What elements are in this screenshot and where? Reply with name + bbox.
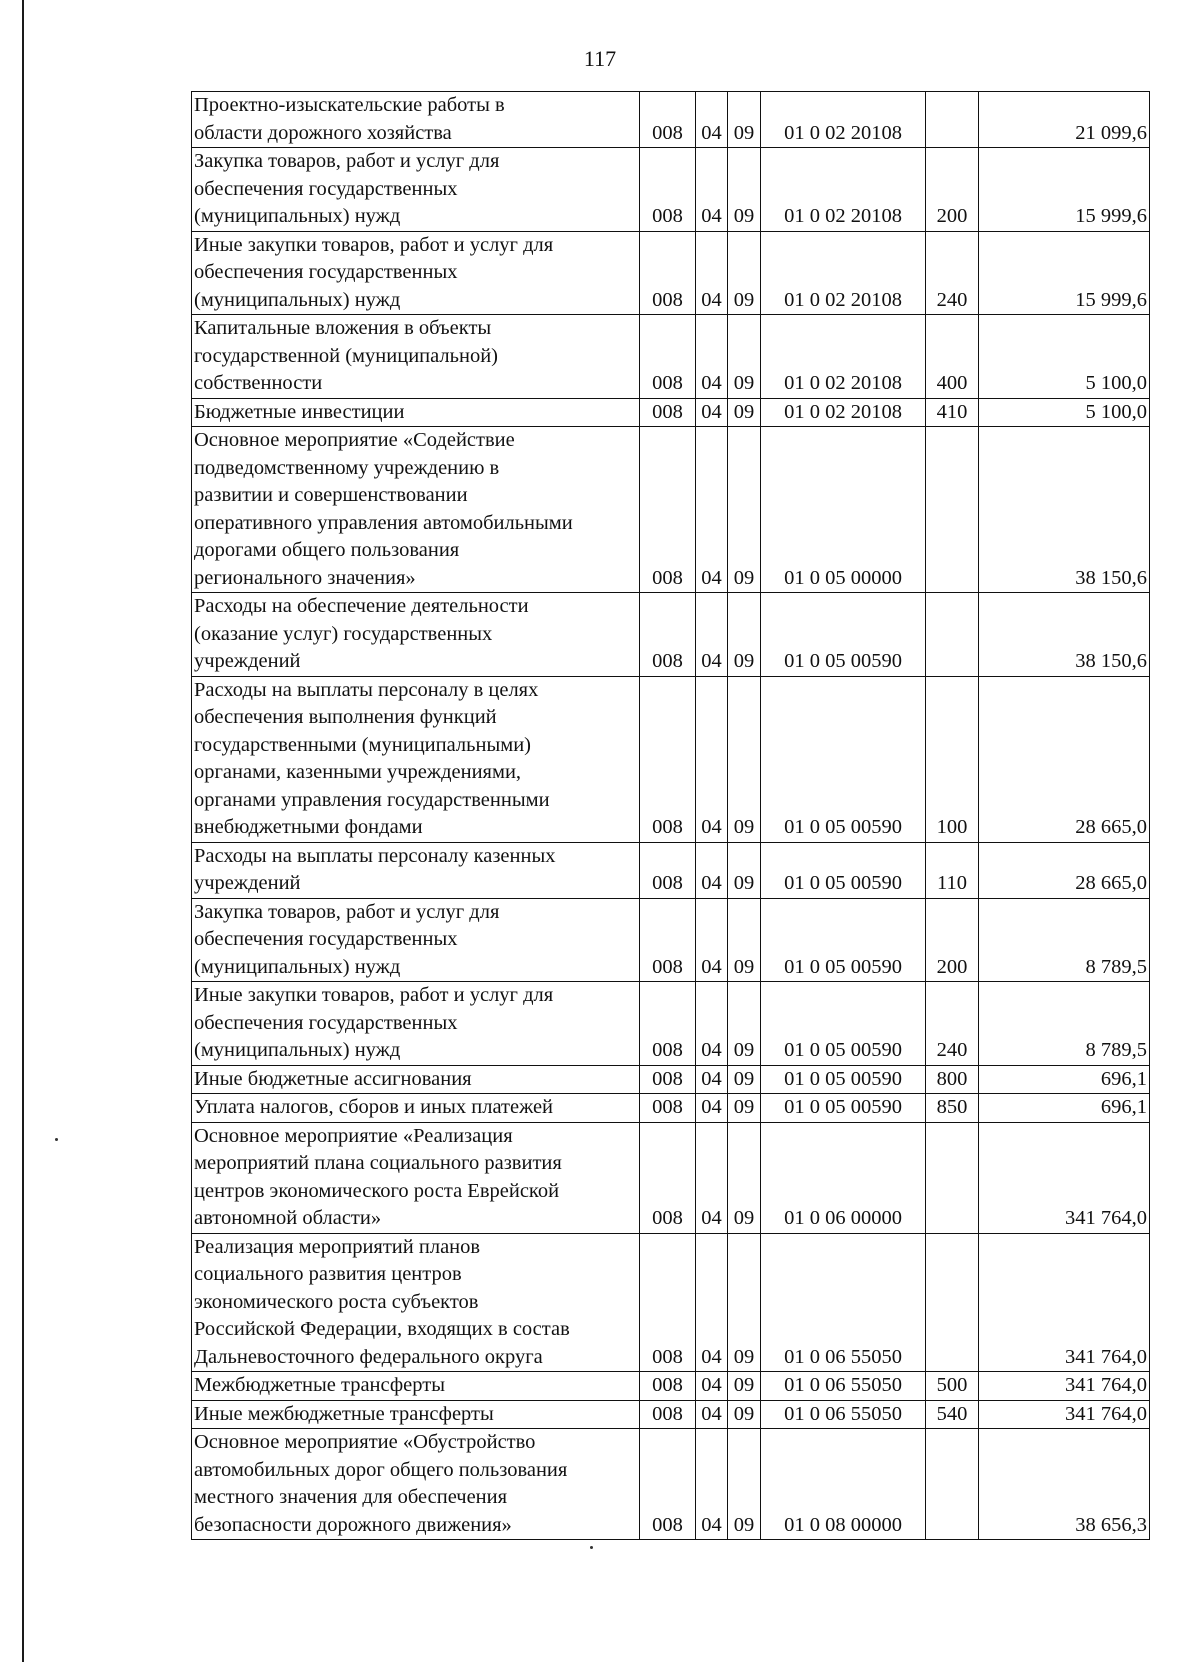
section-code-cell: 04 — [696, 982, 728, 1066]
subsection-code-cell: 09 — [728, 898, 761, 982]
table-row — [192, 1122, 1150, 1233]
amount-cell: 21 099,6 — [979, 92, 1150, 148]
subsection-code-cell: 09 — [728, 842, 761, 898]
expense-type-code-cell: 410 — [926, 398, 979, 427]
target-article-code-cell: 01 0 05 00590 — [761, 593, 926, 677]
section-code-cell: 04 — [696, 898, 728, 982]
target-article-code-cell: 01 0 05 00590 — [761, 1094, 926, 1123]
subsection-code-cell: 09 — [728, 148, 761, 232]
ministry-code-cell: 008 — [640, 1372, 696, 1401]
amount-cell: 5 100,0 — [979, 398, 1150, 427]
table-row — [192, 1233, 1150, 1372]
table-row — [192, 148, 1150, 232]
expense-name-cell: Закупка товаров, работ и услуг для обеспечения государственных (муниципальных) нужд — [192, 148, 640, 232]
amount-cell: 341 764,0 — [979, 1372, 1150, 1401]
target-article-code-cell: 01 0 06 55050 — [761, 1233, 926, 1372]
expense-type-code-cell: 800 — [926, 1065, 979, 1094]
expense-name-cell: Закупка товаров, работ и услуг для обеспечения государственных (муниципальных) нужд — [192, 898, 640, 982]
subsection-code-cell: 09 — [728, 593, 761, 677]
target-article-code-cell: 01 0 05 00590 — [761, 898, 926, 982]
amount-cell: 696,1 — [979, 1094, 1150, 1123]
expense-type-code-cell — [926, 1122, 979, 1233]
amount-cell: 8 789,5 — [979, 982, 1150, 1066]
ministry-code-cell: 008 — [640, 898, 696, 982]
table-row — [192, 315, 1150, 399]
subsection-code-cell: 09 — [728, 1429, 761, 1540]
table-row — [192, 593, 1150, 677]
section-code-cell: 04 — [696, 92, 728, 148]
amount-cell: 38 150,6 — [979, 427, 1150, 593]
target-article-code-cell: 01 0 05 00590 — [761, 676, 926, 842]
section-code-cell: 04 — [696, 1122, 728, 1233]
amount-cell: 38 150,6 — [979, 593, 1150, 677]
expense-type-code-cell — [926, 593, 979, 677]
ministry-code-cell: 008 — [640, 982, 696, 1066]
target-article-code-cell: 01 0 06 55050 — [761, 1372, 926, 1401]
ministry-code-cell: 008 — [640, 398, 696, 427]
table-row — [192, 676, 1150, 842]
ministry-code-cell: 008 — [640, 1400, 696, 1429]
expense-type-code-cell: 100 — [926, 676, 979, 842]
section-code-cell: 04 — [696, 593, 728, 677]
target-article-code-cell: 01 0 06 00000 — [761, 1122, 926, 1233]
section-code-cell: 04 — [696, 1372, 728, 1401]
expense-name-cell: Иные закупки товаров, работ и услуг для обеспечения государственных (муниципальных) нужд — [192, 982, 640, 1066]
expense-name-cell: Капитальные вложения в объекты государственной (муниципальной) собственности — [192, 315, 640, 399]
subsection-code-cell: 09 — [728, 982, 761, 1066]
target-article-code-cell: 01 0 02 20108 — [761, 398, 926, 427]
section-code-cell: 04 — [696, 1233, 728, 1372]
subsection-code-cell: 09 — [728, 231, 761, 315]
expense-name-cell: Иные межбюджетные трансферты — [192, 1400, 640, 1429]
scan-speck — [590, 1546, 593, 1549]
ministry-code-cell: 008 — [640, 1429, 696, 1540]
amount-cell: 38 656,3 — [979, 1429, 1150, 1540]
table-row — [192, 398, 1150, 427]
target-article-code-cell: 01 0 06 55050 — [761, 1400, 926, 1429]
ministry-code-cell: 008 — [640, 593, 696, 677]
expense-name-cell: Иные бюджетные ассигнования — [192, 1065, 640, 1094]
table-row — [192, 427, 1150, 593]
expense-name-cell: Основное мероприятие «Содействие подведомственному учреждению в развитии и совершенствовании оперативного управления автомобильными дорогами общего пользования регионального значения» — [192, 427, 640, 593]
section-code-cell: 04 — [696, 1094, 728, 1123]
expense-type-code-cell: 850 — [926, 1094, 979, 1123]
expense-name-cell: Реализация мероприятий планов социального развития центров экономического роста субъектов Российской Федерации, входящих в состав Дальневосточного федерального округа — [192, 1233, 640, 1372]
amount-cell: 5 100,0 — [979, 315, 1150, 399]
amount-cell: 341 764,0 — [979, 1233, 1150, 1372]
target-article-code-cell: 01 0 05 00590 — [761, 842, 926, 898]
budget-table — [191, 91, 1150, 1540]
table-row — [192, 1094, 1150, 1123]
target-article-code-cell: 01 0 02 20108 — [761, 148, 926, 232]
section-code-cell: 04 — [696, 1065, 728, 1094]
ministry-code-cell: 008 — [640, 315, 696, 399]
expense-name-cell: Межбюджетные трансферты — [192, 1372, 640, 1401]
expense-name-cell: Расходы на выплаты персоналу казенных учреждений — [192, 842, 640, 898]
expense-type-code-cell: 400 — [926, 315, 979, 399]
section-code-cell: 04 — [696, 148, 728, 232]
table-row — [192, 1372, 1150, 1401]
subsection-code-cell: 09 — [728, 1094, 761, 1123]
expense-type-code-cell — [926, 92, 979, 148]
ministry-code-cell: 008 — [640, 1122, 696, 1233]
target-article-code-cell: 01 0 02 20108 — [761, 315, 926, 399]
ministry-code-cell: 008 — [640, 427, 696, 593]
amount-cell: 28 665,0 — [979, 842, 1150, 898]
subsection-code-cell: 09 — [728, 1122, 761, 1233]
ministry-code-cell: 008 — [640, 1094, 696, 1123]
expense-name-cell: Бюджетные инвестиции — [192, 398, 640, 427]
section-code-cell: 04 — [696, 676, 728, 842]
expense-type-code-cell: 240 — [926, 982, 979, 1066]
target-article-code-cell: 01 0 05 00590 — [761, 1065, 926, 1094]
expense-name-cell: Основное мероприятие «Обустройство автомобильных дорог общего пользования местного значения для обеспечения безопасности дорожного движения» — [192, 1429, 640, 1540]
amount-cell: 8 789,5 — [979, 898, 1150, 982]
section-code-cell: 04 — [696, 427, 728, 593]
expense-type-code-cell — [926, 1429, 979, 1540]
expense-name-cell: Иные закупки товаров, работ и услуг для обеспечения государственных (муниципальных) нужд — [192, 231, 640, 315]
subsection-code-cell: 09 — [728, 1400, 761, 1429]
expense-name-cell: Расходы на выплаты персоналу в целях обеспечения выполнения функций государственными (муниципальными) органами, казенными учреждениями, органами управления государственными внебюджетными фондами — [192, 676, 640, 842]
amount-cell: 341 764,0 — [979, 1400, 1150, 1429]
page-number: 117 — [583, 46, 617, 71]
expense-type-code-cell: 200 — [926, 898, 979, 982]
subsection-code-cell: 09 — [728, 427, 761, 593]
table-row — [192, 898, 1150, 982]
ministry-code-cell: 008 — [640, 842, 696, 898]
budget-table-body — [192, 92, 1150, 1540]
target-article-code-cell: 01 0 05 00590 — [761, 982, 926, 1066]
subsection-code-cell: 09 — [728, 398, 761, 427]
expense-name-cell: Основное мероприятие «Реализация мероприятий плана социального развития центров экономического роста Еврейской автономной области» — [192, 1122, 640, 1233]
table-row — [192, 92, 1150, 148]
expense-type-code-cell: 110 — [926, 842, 979, 898]
target-article-code-cell: 01 0 02 20108 — [761, 231, 926, 315]
scan-edge-line — [22, 0, 24, 1662]
table-row — [192, 982, 1150, 1066]
amount-cell: 28 665,0 — [979, 676, 1150, 842]
expense-type-code-cell — [926, 1233, 979, 1372]
subsection-code-cell: 09 — [728, 1233, 761, 1372]
expense-type-code-cell: 540 — [926, 1400, 979, 1429]
amount-cell: 696,1 — [979, 1065, 1150, 1094]
expense-type-code-cell: 200 — [926, 148, 979, 232]
expense-type-code-cell: 240 — [926, 231, 979, 315]
table-row — [192, 1429, 1150, 1540]
subsection-code-cell: 09 — [728, 1372, 761, 1401]
expense-name-cell: Расходы на обеспечение деятельности (оказание услуг) государственных учреждений — [192, 593, 640, 677]
table-row — [192, 1400, 1150, 1429]
expense-name-cell: Уплата налогов, сборов и иных платежей — [192, 1094, 640, 1123]
table-row — [192, 1065, 1150, 1094]
ministry-code-cell: 008 — [640, 92, 696, 148]
subsection-code-cell: 09 — [728, 315, 761, 399]
amount-cell: 341 764,0 — [979, 1122, 1150, 1233]
section-code-cell: 04 — [696, 315, 728, 399]
section-code-cell: 04 — [696, 1400, 728, 1429]
expense-type-code-cell — [926, 427, 979, 593]
subsection-code-cell: 09 — [728, 676, 761, 842]
expense-type-code-cell: 500 — [926, 1372, 979, 1401]
section-code-cell: 04 — [696, 398, 728, 427]
ministry-code-cell: 008 — [640, 676, 696, 842]
subsection-code-cell: 09 — [728, 92, 761, 148]
section-code-cell: 04 — [696, 842, 728, 898]
amount-cell: 15 999,6 — [979, 148, 1150, 232]
ministry-code-cell: 008 — [640, 1233, 696, 1372]
section-code-cell: 04 — [696, 1429, 728, 1540]
table-row — [192, 842, 1150, 898]
table-row — [192, 231, 1150, 315]
ministry-code-cell: 008 — [640, 231, 696, 315]
target-article-code-cell: 01 0 08 00000 — [761, 1429, 926, 1540]
scan-speck — [55, 1138, 58, 1141]
expense-name-cell: Проектно-изыскательские работы в области дорожного хозяйства — [192, 92, 640, 148]
section-code-cell: 04 — [696, 231, 728, 315]
ministry-code-cell: 008 — [640, 148, 696, 232]
target-article-code-cell: 01 0 02 20108 — [761, 92, 926, 148]
target-article-code-cell: 01 0 05 00000 — [761, 427, 926, 593]
subsection-code-cell: 09 — [728, 1065, 761, 1094]
amount-cell: 15 999,6 — [979, 231, 1150, 315]
ministry-code-cell: 008 — [640, 1065, 696, 1094]
